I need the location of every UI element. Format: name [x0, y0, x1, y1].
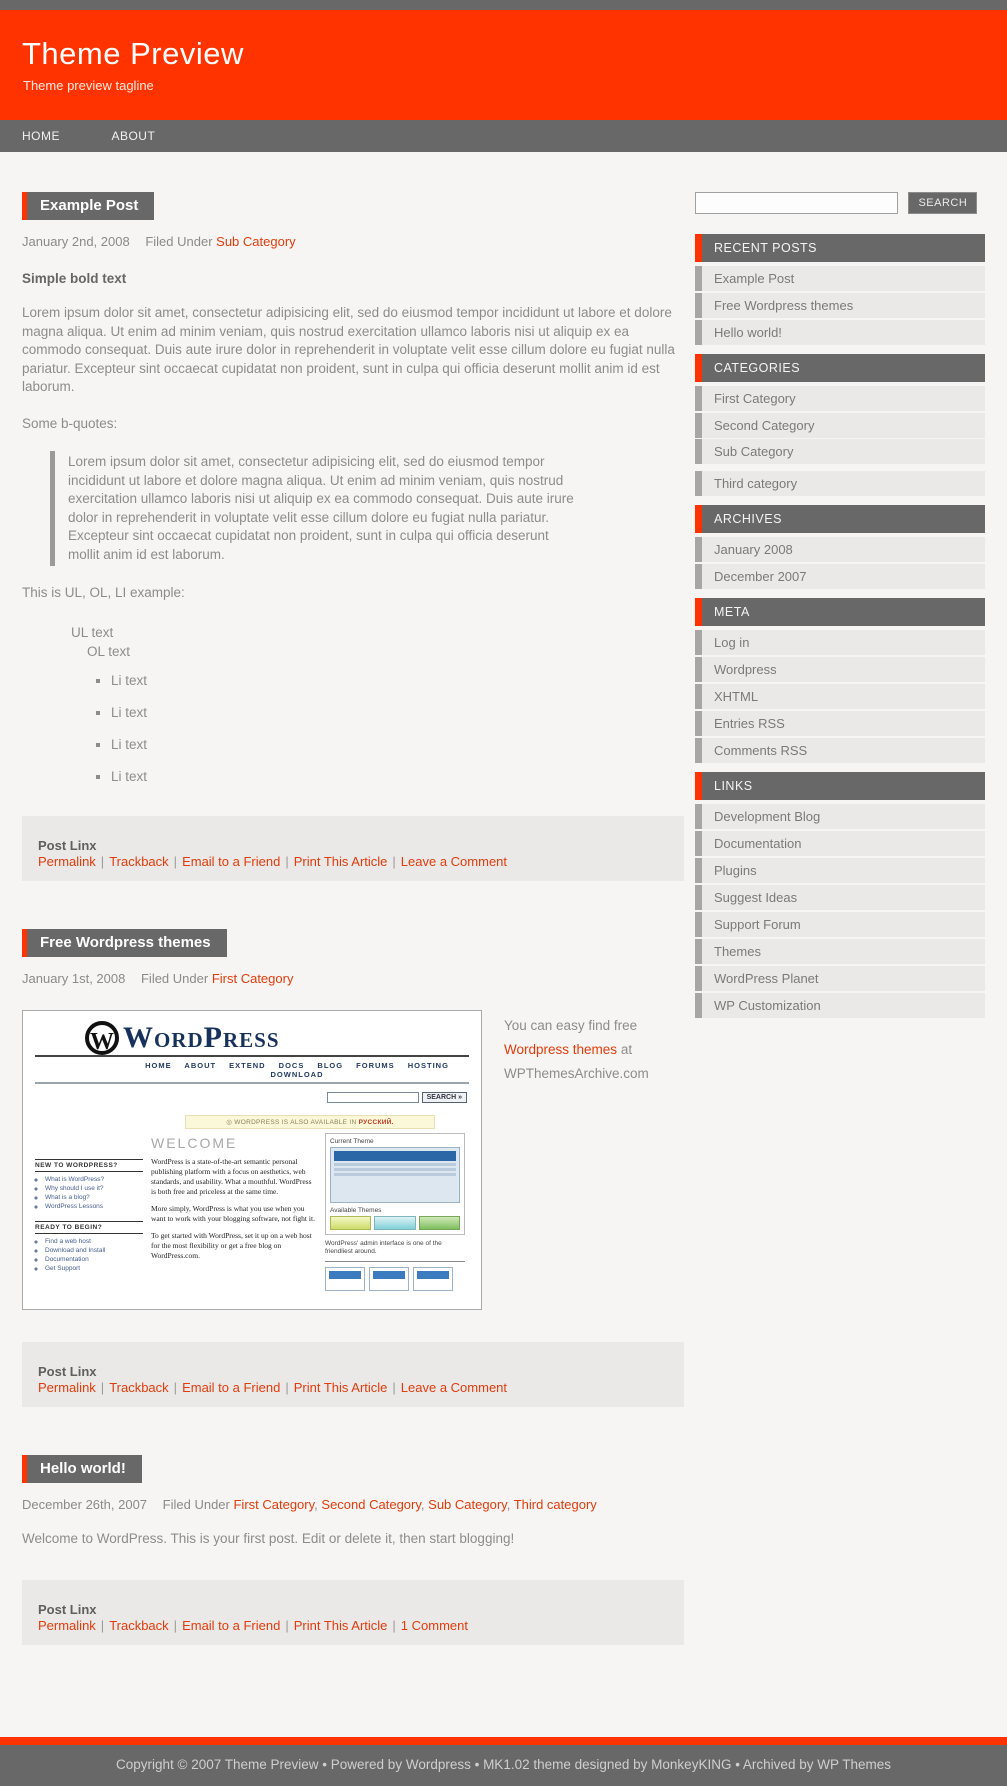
category-link[interactable]: Second Category	[321, 1496, 421, 1512]
widget-title: LINKS	[695, 772, 985, 800]
sidebar-item-january-2008[interactable]: January 2008	[695, 537, 985, 562]
wordpress-screenshot-image[interactable]	[22, 1010, 482, 1310]
search-input[interactable]	[695, 192, 898, 214]
email-link[interactable]: Email to a Friend	[182, 1618, 281, 1633]
thumb-nav: HOME ABOUT EXTEND DOCS BLOG FORUMS HOSTING DOWNLOAD	[145, 1060, 449, 1079]
ol-example	[71, 644, 684, 784]
ol-text: OL text	[87, 643, 131, 659]
sidebar-item-second-category[interactable]: Second Category	[695, 413, 985, 438]
permalink-link[interactable]: Permalink	[38, 1379, 96, 1395]
separator: |	[392, 1379, 396, 1395]
list-item: ▪ Li text	[111, 705, 684, 720]
category-link[interactable]: First Category	[211, 970, 294, 986]
category-link[interactable]: Third category	[513, 1496, 597, 1512]
list-item: ▪ Li text	[111, 737, 684, 752]
thumb-right-column: Current Theme Available Themes WordPress' admin interface is one of the friendliest around.	[325, 1133, 465, 1291]
main-nav	[0, 120, 1007, 152]
footer-accent-strip	[0, 1737, 1007, 1745]
content-area	[0, 152, 1007, 1737]
post-date: January 2nd, 2008	[22, 234, 130, 249]
sidebar-item-log-in[interactable]: Log in	[695, 630, 985, 655]
widget-title: ARCHIVES	[695, 505, 985, 533]
filed-under-label: Filed Under	[162, 1496, 230, 1512]
bold-text-sample: Simple bold text	[22, 271, 127, 286]
ul-example	[22, 625, 684, 784]
post-media-row	[22, 1010, 684, 1310]
post-paragraph: Lorem ipsum dolor sit amet, consectetur adipisicing elit, sed do eiusmod tempor incididunt ut labore et dolore magna aliqua. Ut enim ad minim veniam, quis nostrud exercitation ullamco laboris nisi ut aliquip ex ea commodo consequat. Duis aute irure dolor in reprehenderit in voluptate velit esse cillum dolore eu fugiat nulla pariatur. Excepteur sint occaecat cupidatat non proident, sunt in culpa qui officia deserunt mollit anim id est laborum.	[22, 305, 675, 394]
search-button[interactable]: SEARCH	[908, 192, 977, 214]
site-tagline: Theme preview tagline	[23, 78, 154, 93]
blockquote: Lorem ipsum dolor sit amet, consectetur adipisicing elit, sed do eiusmod tempor incididunt ut labore et dolore magna aliqua. Ut enim ad minim veniam, quis nostrud exercitation ullamco laboris nisi ut aliquip ex ea commodo consequat. Duis aute irure dolor in reprehenderit in voluptate velit esse cillum dolore eu fugiat nulla pariatur. Excepteur sint occaecat cupidatat non proident, sunt in culpa qui officia deserunt mollit anim id est laborum.	[50, 451, 580, 566]
post-example-post	[22, 192, 684, 881]
widget-title: META	[695, 598, 985, 626]
sidebar-item-sub-category[interactable]: Sub Category	[695, 439, 985, 464]
filed-under-label: Filed Under	[140, 970, 209, 986]
thumb-search-input	[327, 1092, 419, 1103]
email-link[interactable]: Email to a Friend	[182, 853, 281, 869]
permalink-link[interactable]: Permalink	[38, 1618, 96, 1633]
permalink-link[interactable]: Permalink	[38, 853, 96, 869]
sidebar-item-wp-customization[interactable]: WP Customization	[695, 993, 985, 1018]
thumb-left-column: NEW TO WORDPRESS? ◦ What is WordPress? ◦ Why should I use it? ◦ What is a blog? ◦ WordPress Lessons READY TO BEGIN? ◦ Find a web host ◦ Download and Install ◦ Documentation ◦ Get Support	[35, 1133, 143, 1291]
widget-archives	[695, 505, 985, 589]
comma: ,	[314, 1496, 318, 1512]
post-links-box	[22, 1580, 684, 1645]
comment-count-link[interactable]: 1 Comment	[400, 1618, 468, 1633]
category-link[interactable]: First Category	[233, 1496, 315, 1512]
print-link[interactable]: Print This Article	[293, 853, 388, 869]
sidebar-item-development-blog[interactable]: Development Blog	[695, 804, 985, 829]
post-meta	[22, 1497, 684, 1512]
separator: |	[173, 853, 178, 869]
quote-label: Some b-quotes:	[22, 415, 118, 431]
comma: ,	[420, 1496, 425, 1512]
search-form	[695, 192, 985, 214]
post-date: January 1st, 2008	[22, 970, 126, 986]
sidebar-item-support-forum[interactable]: Support Forum	[695, 912, 985, 937]
widget-meta	[695, 598, 985, 763]
main-column	[22, 192, 684, 1645]
separator: |	[173, 1379, 178, 1395]
sidebar-item-december-2007[interactable]: December 2007	[695, 564, 985, 589]
thumb-search-button: SEARCH »	[422, 1092, 467, 1103]
widget-title: CATEGORIES	[695, 354, 985, 382]
trackback-link[interactable]: Trackback	[109, 1618, 169, 1633]
post-title[interactable]: Example Post	[22, 192, 154, 220]
separator: |	[285, 853, 289, 869]
sidebar-item-suggest-ideas[interactable]: Suggest Ideas	[695, 885, 985, 910]
nav-item-home[interactable]: HOME	[22, 129, 60, 143]
separator: |	[100, 853, 105, 869]
separator: |	[100, 1379, 105, 1395]
thumb-center-column: WELCOME WordPress is a state-of-the-art semantic personal publishing platform with a focus on aesthetics, web standards, and usability. What a mouthful. WordPress is both free and priceless at the same time. More simply, WordPress is what you use when you want to work with your blogging software, not fight it. To get started with WordPress, set it up on a web host for the most flexibility or get a free blog on WordPress.com.	[151, 1134, 315, 1260]
sidebar-item-comments-rss[interactable]: Comments RSS	[695, 738, 985, 763]
theme-previews	[330, 1216, 460, 1230]
post-links-box	[22, 816, 684, 881]
post-linx-label: Post Linx	[38, 837, 97, 853]
category-link[interactable]: Sub Category	[428, 1496, 507, 1512]
widget-recent-posts	[695, 234, 985, 345]
comment-link[interactable]: Leave a Comment	[400, 853, 508, 869]
wordpress-themes-link[interactable]: Wordpress themes	[504, 1041, 618, 1057]
sidebar-item-xhtml[interactable]: XHTML	[695, 684, 985, 709]
trackback-link[interactable]: Trackback	[109, 1379, 169, 1395]
separator: |	[285, 1379, 289, 1395]
sidebar-item-wordpress[interactable]: Wordpress	[695, 657, 985, 682]
widget-title: RECENT POSTS	[695, 234, 985, 262]
post-linx-label: Post Linx	[38, 1363, 97, 1379]
separator: |	[285, 1618, 289, 1633]
post-linx-label: Post Linx	[38, 1602, 97, 1617]
widget-categories	[695, 354, 985, 496]
list-item: ▪ Li text	[111, 769, 684, 784]
sidebar-item-entries-rss[interactable]: Entries RSS	[695, 711, 985, 736]
footer	[0, 1745, 1007, 1786]
sidebar-item-documentation[interactable]: Documentation	[695, 831, 985, 856]
site-header	[0, 10, 1007, 120]
post-title[interactable]: Free Wordpress themes	[22, 929, 227, 957]
sidebar-item-example-post[interactable]: Example Post	[695, 266, 985, 291]
separator: |	[173, 1618, 178, 1633]
sidebar-item-hello-world[interactable]: Hello world!	[695, 320, 985, 345]
print-link[interactable]: Print This Article	[293, 1379, 388, 1395]
post-free-wordpress-themes	[22, 929, 684, 1407]
li-list	[87, 673, 684, 784]
post-paragraph: Welcome to WordPress. This is your first post. Edit or delete it, then start blogging!	[22, 1530, 515, 1546]
post-title[interactable]: Hello world!	[22, 1455, 142, 1483]
trackback-link[interactable]: Trackback	[109, 853, 169, 869]
sidebar-item-third-category[interactable]: Third category	[695, 471, 985, 496]
category-link[interactable]: Sub Category	[216, 234, 296, 249]
sidebar	[695, 192, 985, 1027]
sidebar-item-wordpress-planet[interactable]: WordPress Planet	[695, 966, 985, 991]
email-link[interactable]: Email to a Friend	[182, 1379, 281, 1395]
post-links-box	[22, 1342, 684, 1407]
admin-screenshot-mock	[330, 1147, 460, 1203]
top-strip	[0, 0, 1007, 10]
comment-link[interactable]: Leave a Comment	[400, 1379, 508, 1395]
comma: ,	[506, 1496, 511, 1512]
post-body-note: You can easy find free Wordpress themes at WPThemesArchive.com	[504, 1017, 649, 1081]
ul-text: UL text	[71, 624, 114, 640]
post-date: December 26th, 2007	[22, 1496, 148, 1512]
thumb-search	[35, 1084, 469, 1109]
separator: |	[100, 1618, 105, 1633]
sidebar-item-plugins[interactable]: Plugins	[695, 858, 985, 883]
post-hello-world	[22, 1455, 684, 1646]
post-meta	[22, 234, 684, 249]
wordpress-logo-icon: W WordPress	[85, 1017, 469, 1063]
post-meta	[22, 971, 684, 986]
list-label: This is UL, OL, LI example:	[22, 585, 185, 600]
separator: |	[392, 853, 396, 869]
theme-thumbnails	[325, 1261, 465, 1291]
widget-links	[695, 772, 985, 1018]
print-link[interactable]: Print This Article	[293, 1618, 388, 1633]
site-title[interactable]: Theme Preview	[22, 36, 244, 71]
list-item: ▪ Li text	[111, 673, 684, 688]
sidebar-item-first-category[interactable]: First Category	[695, 386, 985, 411]
filed-under-label: Filed Under	[145, 234, 213, 249]
footer-credits: Copyright © 2007 Theme Preview • Powered by Wordpress • MK1.02 theme designed by MonkeyKING • Archived by WP Themes	[116, 1757, 891, 1772]
thumb-language-notice: ◎ WORDPRESS IS ALSO AVAILABLE IN РУССКИЙ.	[185, 1115, 435, 1129]
sidebar-item-themes[interactable]: Themes	[695, 939, 985, 964]
nav-item-about[interactable]: ABOUT	[111, 129, 156, 143]
separator: |	[392, 1618, 396, 1633]
sidebar-item-free-wordpress-themes[interactable]: Free Wordpress themes	[695, 293, 985, 318]
